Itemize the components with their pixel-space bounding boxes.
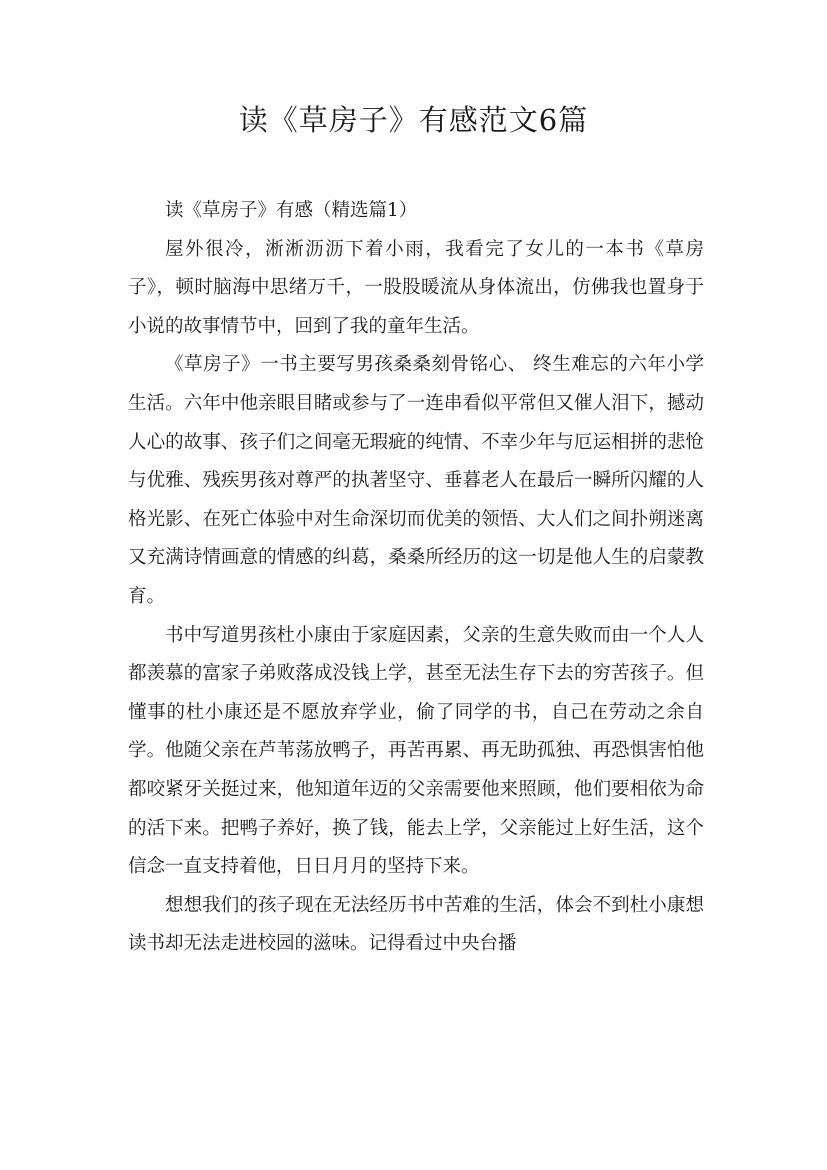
- section-heading: 读《草房子》有感（精选篇1）: [165, 200, 418, 221]
- document-body: [128, 192, 704, 964]
- paragraph: 书中写道男孩杜小康由于家庭因素，父亲的生意失败而由一个人人都羡慕的富家子弟败落成没钱上学，甚至无法生存下去的穷苦孩子。但懂事的杜小康还是不愿放弃学业，偷了同学的书，自己在劳动之余自学。他随父亲在芦苇荡放鸭子，再苦再累、再无助孤独、再恐惧害怕他都咬紧牙关挺过来，他知道年迈的父亲需要他来照顾，他们要相依为命的活下来。把鸭子养好，换了钱，能去上学，父亲能过上好生活，这个信念一直支持着他，日日月月的坚持下来。: [128, 624, 704, 878]
- paragraph: 屋外很冷，淅淅沥沥下着小雨，我看完了女儿的一本书《草房子》，顿时脑海中思绪万千，一股股暖流从身体流出，仿佛我也置身于小说的故事情节中，回到了我的童年生活。: [128, 238, 704, 337]
- document-title: 读《草房子》有感范文6篇: [238, 103, 589, 137]
- paragraph: 《草房子》一书主要写男孩桑桑刻骨铭心、 终生难忘的六年小学生活。六年中他亲眼目睹或参与了一连串看似平常但又催人泪下，撼动人心的故事、孩子们之间毫无瑕疵的纯情、不幸少年与厄运相拼的悲怆与优雅、残疾男孩对尊严的执著坚守、垂暮老人在最后一瞬所闪耀的人格光影、在死亡体验中对生命深切而优美的领悟、大人们之间扑朔迷离又充满诗情画意的情感的纠葛，桑桑所经历的这一切是他人生的启蒙教育。: [128, 354, 704, 607]
- paragraph: 想想我们的孩子现在无法经历书中苦难的生活，体会不到杜小康想读书却无法走进校园的滋味。记得看过中央台播: [128, 894, 704, 955]
